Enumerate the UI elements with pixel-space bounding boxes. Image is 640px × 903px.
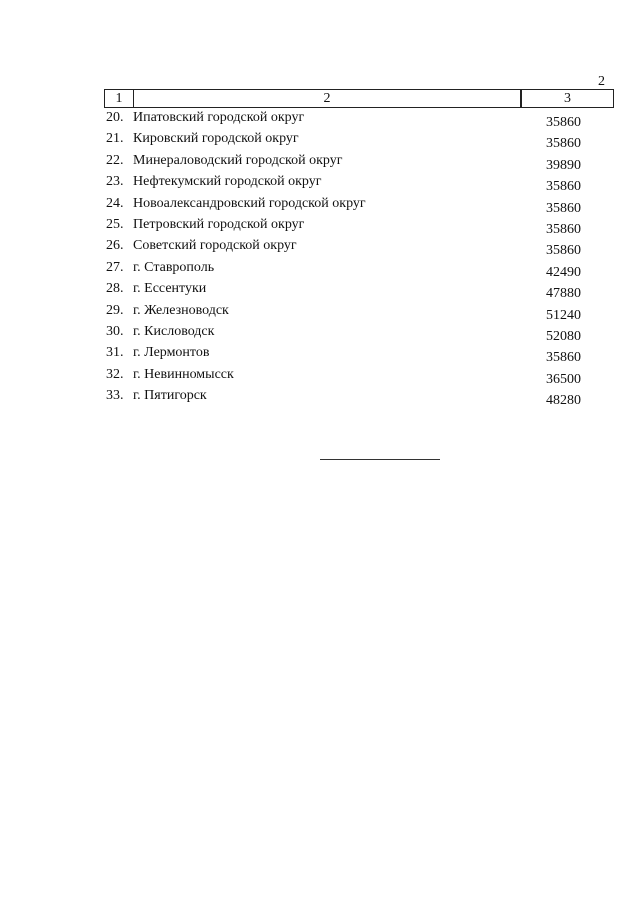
- table-row: [104, 110, 614, 131]
- row-number: 33.: [106, 388, 124, 404]
- end-of-document-rule: [320, 459, 440, 460]
- row-value: 39890: [546, 157, 581, 173]
- municipality-name: Минераловодский городской округ: [133, 152, 343, 168]
- row-number: 31.: [106, 345, 124, 361]
- column-header-3: 3: [521, 90, 613, 107]
- table-row: [104, 174, 614, 195]
- municipality-name: г. Ессентуки: [133, 281, 207, 297]
- municipality-name: Ипатовский городской округ: [133, 110, 305, 125]
- row-value: 48280: [546, 393, 581, 409]
- row-value: 35860: [546, 350, 581, 366]
- row-value: 35860: [546, 200, 581, 216]
- municipality-name: г. Лермонтов: [133, 345, 210, 361]
- row-value: 35860: [546, 221, 581, 237]
- row-value: 42490: [546, 264, 581, 280]
- table-row: [104, 345, 614, 366]
- row-value: 52080: [546, 328, 581, 344]
- table-body: [104, 110, 614, 409]
- table-row: [104, 388, 614, 409]
- column-header-2: 2: [134, 90, 521, 107]
- row-number: 28.: [106, 281, 124, 297]
- row-number: 26.: [106, 238, 124, 254]
- municipality-name: Новоалександровский городской округ: [133, 195, 366, 211]
- row-number: 21.: [106, 131, 124, 147]
- municipality-name: Кировский городской округ: [133, 131, 299, 147]
- table-row: [104, 196, 614, 217]
- row-value: 35860: [546, 179, 581, 195]
- table-row: [104, 217, 614, 238]
- row-value: 35860: [546, 243, 581, 259]
- municipality-name: Нефтекумский городской округ: [133, 174, 322, 190]
- table-row: [104, 303, 614, 324]
- row-number: 24.: [106, 195, 124, 211]
- table-row: [104, 153, 614, 174]
- row-value: 35860: [546, 115, 581, 130]
- row-value: 35860: [546, 136, 581, 152]
- row-number: 27.: [106, 259, 124, 275]
- row-number: 22.: [106, 152, 124, 168]
- row-number: 25.: [106, 216, 124, 232]
- row-value: 51240: [546, 307, 581, 323]
- table-row: [104, 367, 614, 388]
- row-number: 32.: [106, 366, 124, 382]
- table-row: [104, 260, 614, 281]
- table-row: [104, 281, 614, 302]
- row-value: 47880: [546, 286, 581, 302]
- row-number: 23.: [106, 174, 124, 190]
- table-row: [104, 131, 614, 152]
- municipality-name: Петровский городской округ: [133, 216, 305, 232]
- row-number: 29.: [106, 302, 124, 318]
- municipality-name: г. Невинномысск: [133, 366, 234, 382]
- table-header: [104, 89, 614, 108]
- row-value: 36500: [546, 371, 581, 387]
- row-number: 30.: [106, 323, 124, 339]
- page-number: 2: [598, 74, 605, 89]
- column-header-1: 1: [105, 90, 134, 107]
- municipality-name: г. Пятигорск: [133, 388, 207, 404]
- table-row: [104, 324, 614, 345]
- municipality-name: г. Железноводск: [133, 302, 229, 318]
- row-number: 20.: [106, 110, 124, 125]
- municipality-name: г. Кисловодск: [133, 323, 215, 339]
- municipality-name: г. Ставрополь: [133, 259, 215, 275]
- municipality-name: Советский городской округ: [133, 238, 297, 254]
- table-row: [104, 238, 614, 259]
